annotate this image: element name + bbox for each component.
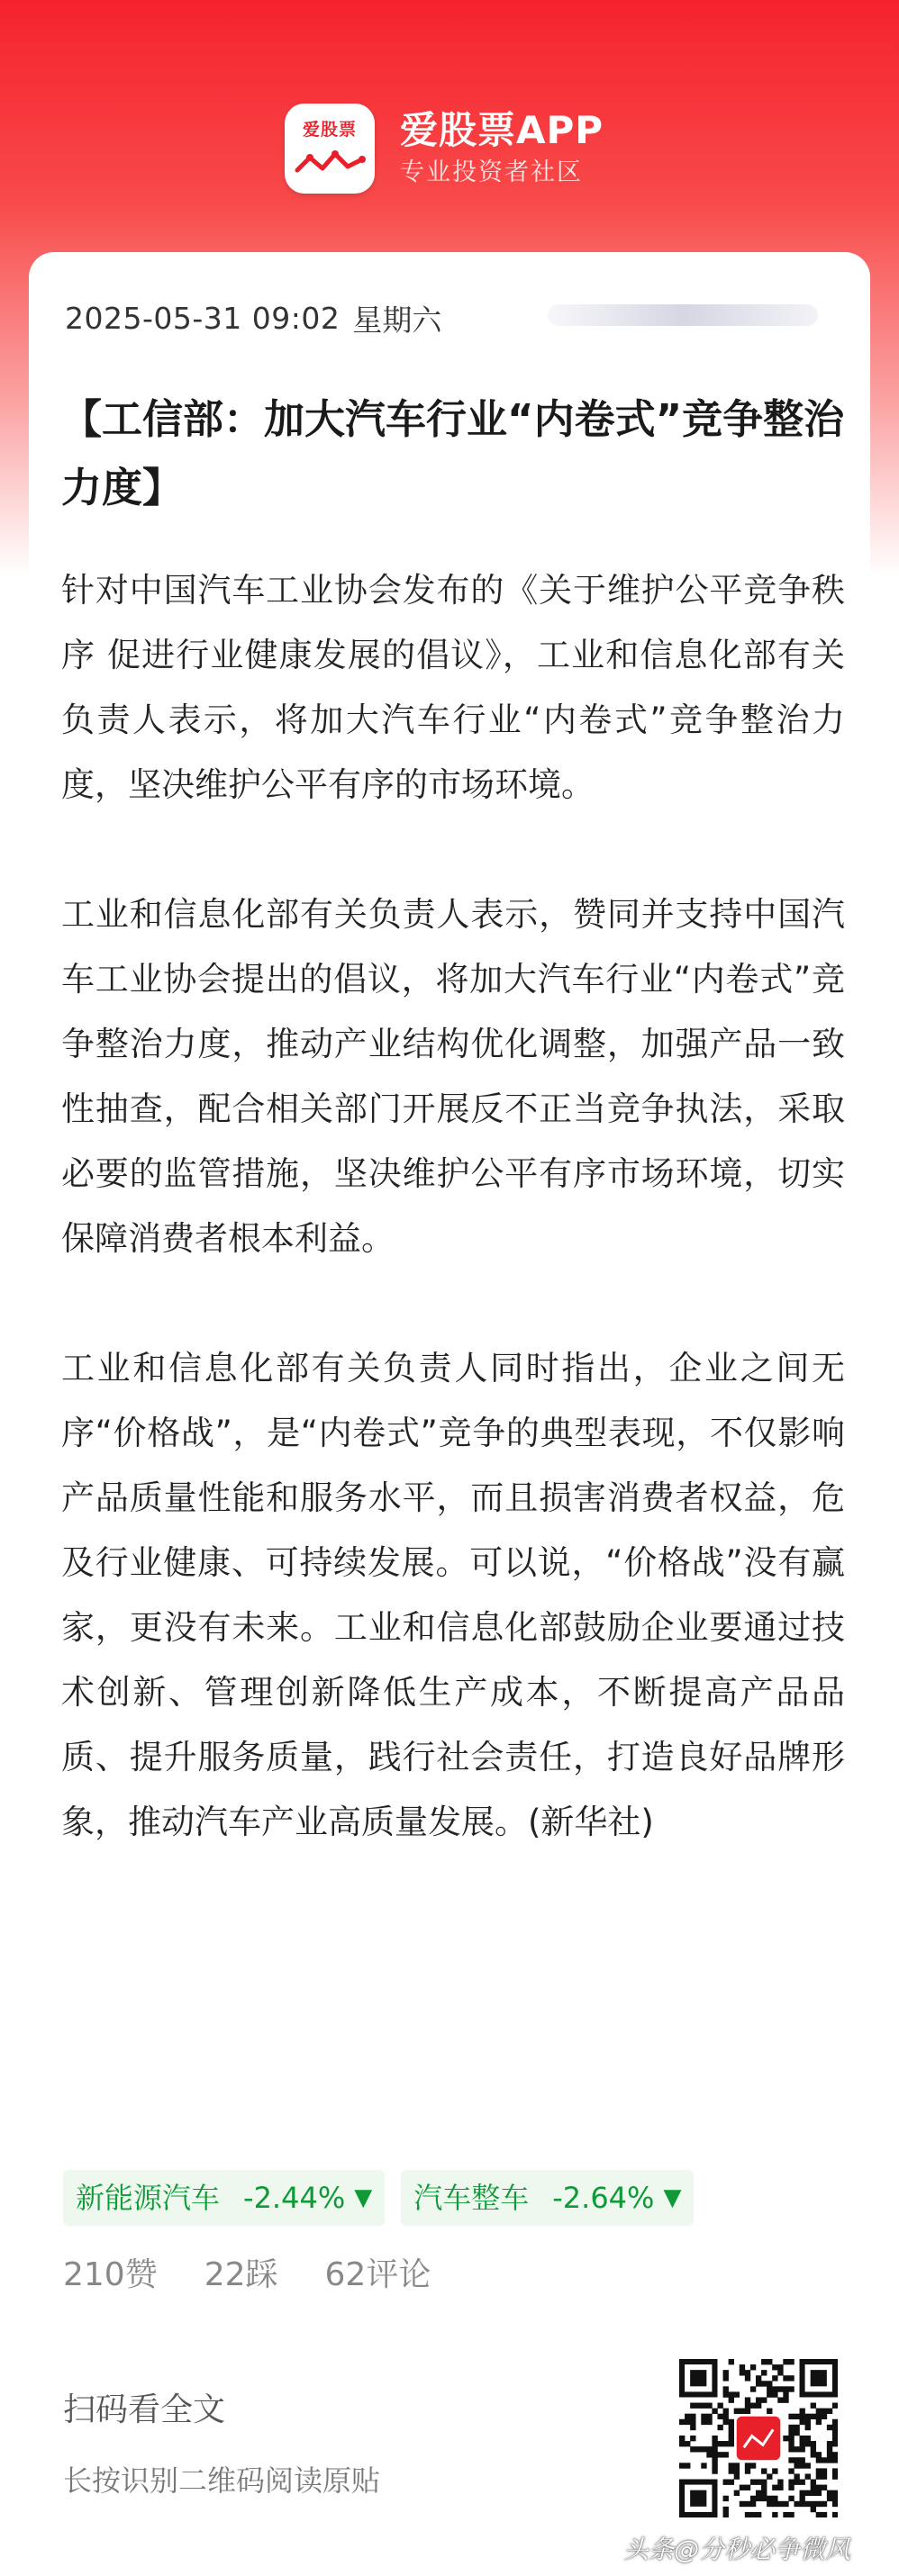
- post-headline: 【工信部：加大汽车行业“内卷式”竞争整治力度】: [61, 395, 845, 511]
- stock-change: -2.64%: [552, 2181, 655, 2215]
- stock-name: 新能源汽车: [76, 2181, 221, 2215]
- qr-code-graphic: [679, 2359, 838, 2517]
- trend-line-icon: [294, 143, 366, 185]
- post-body: [61, 558, 845, 1855]
- app-logo-icon: [285, 104, 375, 194]
- post-weekday: 星期六: [352, 302, 442, 338]
- qr-code-icon[interactable]: [679, 2359, 838, 2517]
- stock-change: -2.44%: [243, 2181, 346, 2215]
- comment-count[interactable]: 62评论: [324, 2256, 431, 2293]
- blurred-username: [548, 304, 818, 326]
- app-name: 爱股票APP: [400, 108, 604, 152]
- app-slogan: 专业投资者社区: [400, 158, 583, 186]
- brand: [285, 99, 604, 198]
- post-meta: [65, 295, 840, 340]
- dislike-count[interactable]: 22踩: [204, 2256, 278, 2293]
- paragraph: 工业和信息化部有关负责人表示，赞同并支持中国汽车工业协会提出的倡议，将加大汽车行业“内卷式”竞争整治力度，推动产业结构优化调整，加强产品一致性抽查，配合相关部门开展反不正当竞争执法，采取必要的监管措施，坚决维护公平有序市场环境，切实保障消费者根本利益。: [61, 895, 845, 1258]
- brand-texts: [400, 106, 604, 191]
- stock-chip-auto[interactable]: [401, 2170, 694, 2226]
- stock-chip-nev[interactable]: [63, 2170, 385, 2226]
- watermark: 头条@分秒必争微风: [623, 2535, 851, 2564]
- app-logo-text: 爱股票: [302, 120, 357, 140]
- post-stats: [63, 2249, 431, 2295]
- stock-name: 汽车整车: [413, 2181, 530, 2215]
- down-arrow-icon: ▼: [663, 2184, 682, 2211]
- paragraph: 针对中国汽车工业协会发布的《关于维护公平竞争秩序 促进行业健康发展的倡议》，工业和信息化部有关负责人表示，将加大汽车行业“内卷式”竞争整治力度，坚决维护公平有序的市场环境。: [61, 571, 845, 804]
- like-count[interactable]: 210赞: [63, 2256, 158, 2293]
- paragraph: 工业和信息化部有关负责人同时指出，企业之间无序“价格战”，是“内卷式”竞争的典型表现，不仅影响产品质量性能和服务水平，而且损害消费者权益，危及行业健康、可持续发展。可以说，“价格战”没有赢家，更没有未来。工业和信息化部鼓励企业要通过技术创新、管理创新降低生产成本，不断提高产品品质、提升服务质量，践行社会责任，打造良好品牌形象，推动汽车产业高质量发展。(新华社): [61, 1349, 845, 1841]
- post-card: [29, 252, 870, 2576]
- post-datetime: 2025-05-31 09:02: [65, 300, 341, 336]
- scan-title: 扫码看全文: [63, 2391, 226, 2428]
- down-arrow-icon: ▼: [354, 2184, 373, 2211]
- related-stocks: [63, 2170, 694, 2226]
- scan-subtitle: 长按识别二维码阅读原贴: [63, 2463, 381, 2498]
